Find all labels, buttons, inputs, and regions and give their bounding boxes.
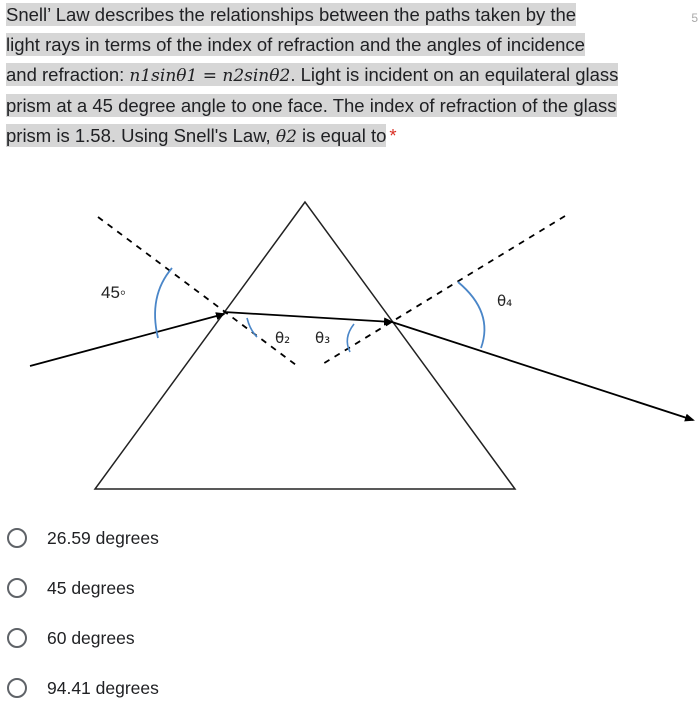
option-3[interactable] — [6, 613, 159, 663]
incident-angle-arc — [155, 268, 172, 338]
question-line-3-start: and refraction: — [6, 64, 130, 85]
option-label: 45 degrees — [47, 577, 135, 598]
option-2[interactable] — [6, 563, 159, 613]
option-label: 60 degrees — [47, 627, 135, 648]
question-line-5-start: prism is 1.58. Using Snell's Law, — [6, 125, 276, 146]
radio-circle-icon[interactable] — [7, 678, 27, 698]
prism-diagram — [0, 190, 695, 505]
snell-equation: n1sinθ1 = n2sinθ2 — [129, 66, 291, 86]
refracted-ray — [224, 312, 392, 322]
exit-ray — [392, 322, 693, 420]
theta4-angle-arc — [458, 282, 484, 348]
option-1[interactable] — [6, 513, 159, 563]
option-label: 94.41 degrees — [47, 677, 159, 698]
question-line-3-end: . Light is incident on an equilateral glass — [290, 64, 619, 85]
answer-options — [6, 513, 159, 713]
option-label: 26.59 degrees — [47, 527, 159, 548]
prism-triangle — [95, 202, 515, 489]
exit-normal-line — [321, 216, 565, 365]
option-4[interactable] — [6, 663, 159, 713]
radio-circle-icon[interactable] — [7, 628, 27, 648]
theta2-angle-arc — [247, 318, 257, 337]
theta2-symbol: θ2 — [275, 127, 297, 147]
question-line-2: light rays in terms of the index of refraction and the angles of incidence — [6, 34, 585, 55]
radio-circle-icon[interactable] — [7, 578, 27, 598]
question-line-4: prism at a 45 degree angle to one face. The index of refraction of the glass — [6, 95, 617, 116]
question-text — [6, 0, 698, 152]
incident-angle-label: 45◦ — [101, 283, 126, 302]
radio-circle-icon[interactable] — [7, 528, 27, 548]
theta4-label: θ₄ — [497, 292, 513, 310]
entry-normal-line — [98, 217, 296, 365]
question-line-5-end: is equal to — [296, 125, 387, 146]
theta3-angle-arc — [347, 324, 354, 352]
theta3-label: θ₃ — [315, 329, 331, 347]
required-asterisk: * — [389, 125, 397, 146]
corner-mark: 5 — [691, 11, 698, 25]
question-line-1: Snell’ Law describes the relationships between the paths taken by the — [6, 4, 577, 25]
theta2-label: θ₂ — [275, 329, 291, 347]
incident-ray — [30, 314, 224, 366]
